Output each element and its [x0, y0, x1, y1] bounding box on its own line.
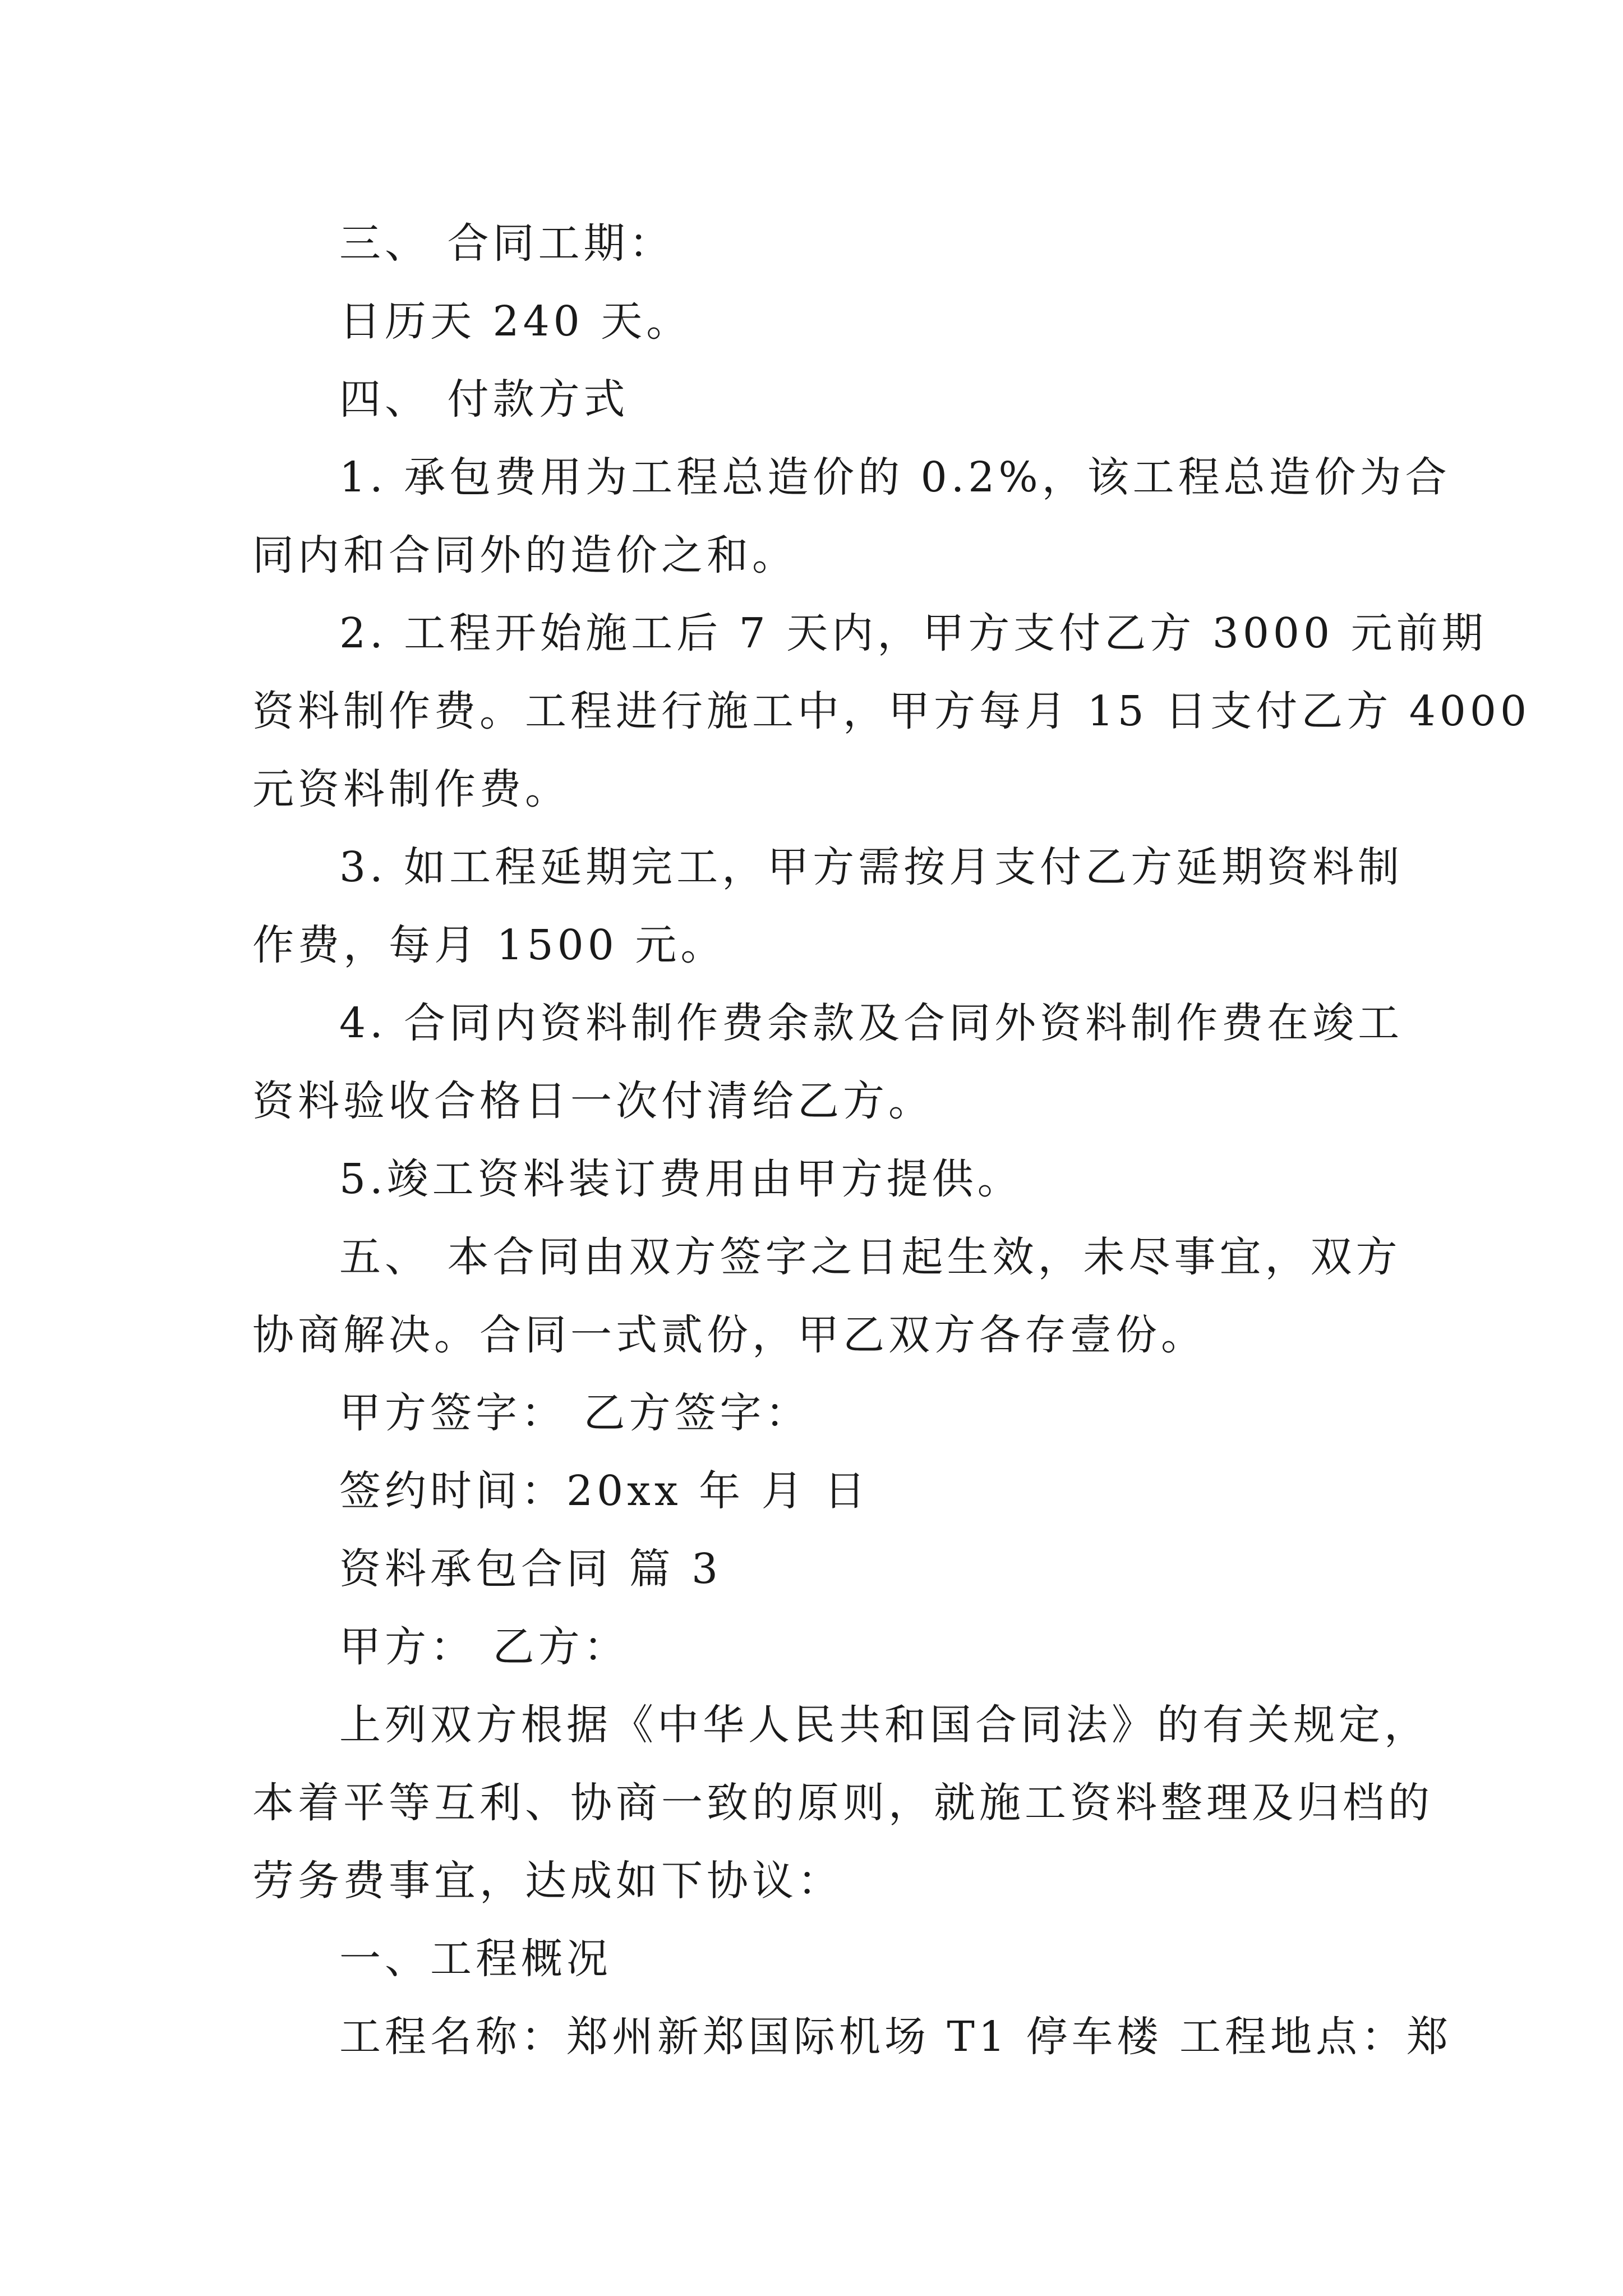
section-heading-effective: 五、 本合同由双方签字之日起生效，未尽事宜，双方: [339, 1233, 1401, 1281]
paragraph-line: 上列双方根据《中华人民共和国合同法》的有关规定，: [339, 1701, 1430, 1749]
paragraph-line: 4. 合同内资料制作费余款及合同外资料制作费在竣工: [339, 999, 1404, 1047]
paragraph-line: 2. 工程开始施工后 7 天内，甲方支付乙方 3000 元前期: [339, 609, 1487, 657]
paragraph-line: 资料验收合格日一次付清给乙方。: [252, 1077, 934, 1125]
parties-line: 甲方： 乙方：: [339, 1623, 629, 1671]
section-heading-project-overview: 一、工程概况: [339, 1935, 612, 1983]
paragraph-line: 日历天 240 天。: [339, 297, 692, 346]
signature-line: 甲方签字： 乙方签字：: [339, 1389, 811, 1437]
paragraph-line: 工程名称：郑州新郑国际机场 T1 停车楼 工程地点：郑: [339, 2013, 1453, 2061]
paragraph-line: 本着平等互利、协商一致的原则，就施工资料整理及归档的: [252, 1779, 1433, 1827]
section-heading-payment-method: 四、 付款方式: [339, 375, 629, 424]
document-subtitle: 资料承包合同 篇 3: [339, 1545, 722, 1593]
paragraph-line: 协商解决。合同一式贰份，甲乙双方各存壹份。: [252, 1311, 1206, 1359]
paragraph-line: 劳务费事宜，达成如下协议：: [252, 1857, 843, 1905]
paragraph-line: 元资料制作费。: [252, 765, 570, 813]
paragraph-line: 资料制作费。工程进行施工中，甲方每月 15 日支付乙方 4000: [252, 687, 1531, 735]
paragraph-line: 5.竣工资料装订费用由甲方提供。: [339, 1155, 1023, 1203]
paragraph-line: 1. 承包费用为工程总造价的 0.2%，该工程总造价为合: [339, 453, 1451, 501]
section-heading-contract-period: 三、 合同工期：: [339, 219, 675, 268]
signing-date-line: 签约时间：20xx 年 月 日: [339, 1467, 870, 1515]
paragraph-line: 3. 如工程延期完工，甲方需按月支付乙方延期资料制: [339, 843, 1404, 891]
paragraph-line: 同内和合同外的造价之和。: [252, 531, 797, 579]
paragraph-line: 作费，每月 1500 元。: [252, 921, 726, 969]
